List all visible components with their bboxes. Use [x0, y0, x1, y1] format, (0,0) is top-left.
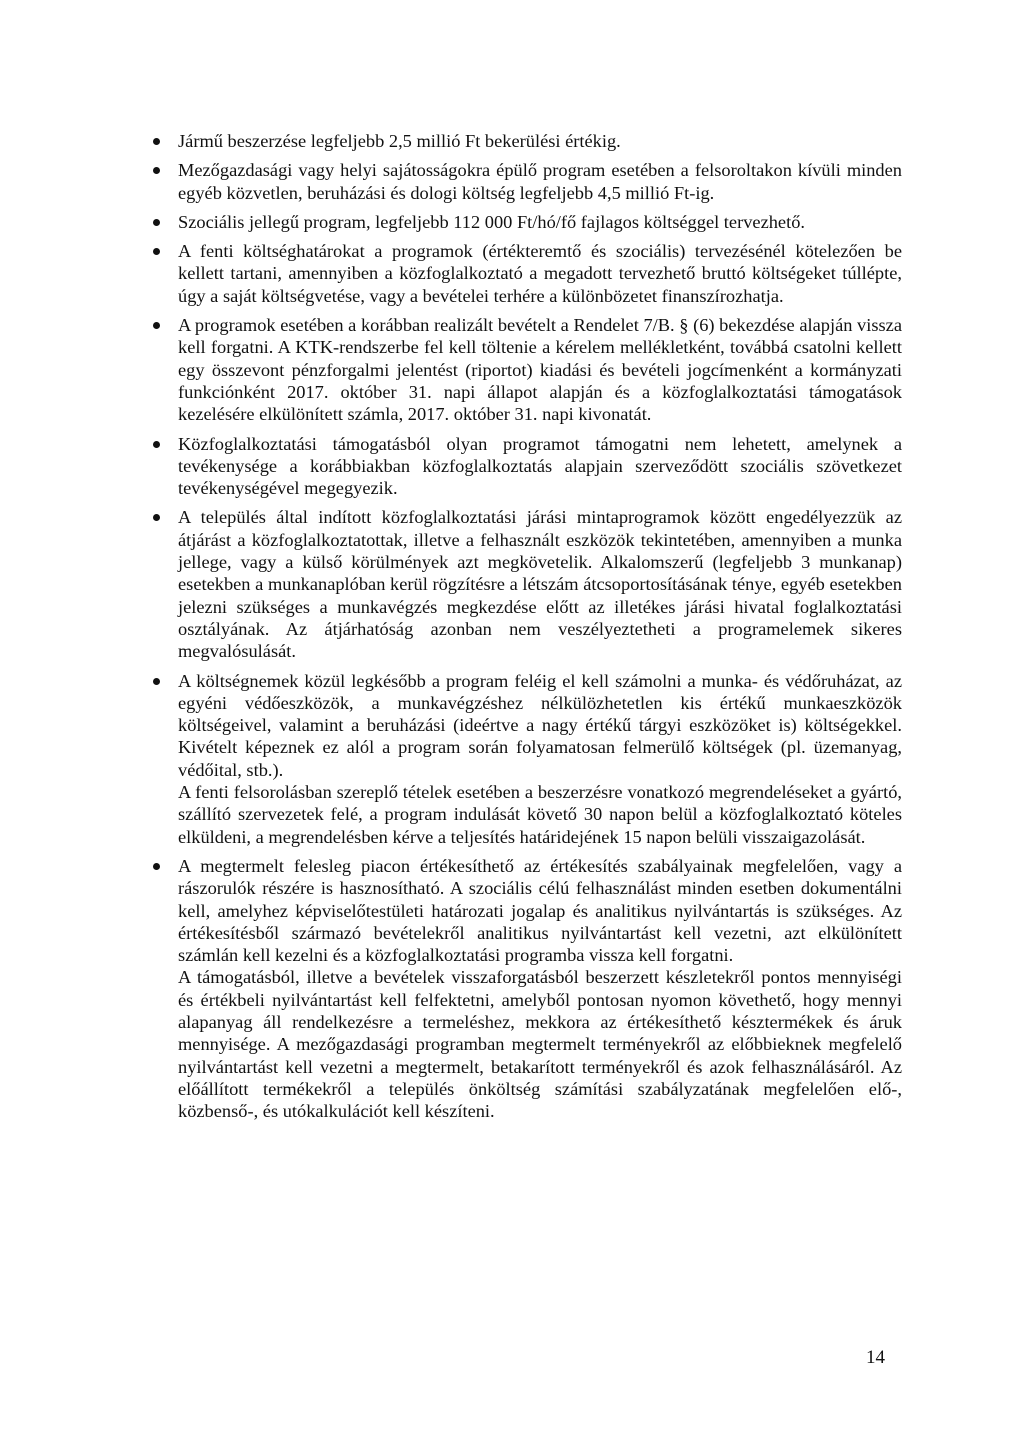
bullet-dot-icon [153, 219, 160, 226]
bullet-item [150, 433, 902, 500]
bullet-paragraph: A fenti költséghatárokat a programok (értékteremtő és szociális) tervezésénél kötelezően be kellett tartani, amennyiben a közfoglalkoztató a megadott tervezhető bruttó költségeket túllépte, úgy a saját költségvetése, vagy a bevételei terhére a különbözetet finanszírozhatja. [178, 241, 902, 306]
bullet-paragraph: A település által indított közfoglalkoztatási járási mintaprogramok között engedélyezzük az átjárást a közfoglalkoztatottak, illetve a felhasznált eszközök tekintetében, amennyiben a munka jellege, vagy a külső körülmények azt megkövetelik. Alkalomszerű (legfeljebb 3 munkanap) esetekben a munkanaplóban kerül rögzítésre a létszám átcsoportosításának ténye, egyéb esetekben jelezni szükséges a munkavégzés megkezdése előtt az illetékes járási hivatal foglalkoztatási osztályának. Az átjárhatóság azonban nem veszélyeztetheti a programelemek sikeres megvalósulását. [178, 507, 902, 662]
bullet-paragraph: A programok esetében a korábban realizált bevételt a Rendelet 7/B. § (6) bekezdése alapján vissza kell forgatni. A KTK-rendszerbe fel kell töltenie a kérelem mellékletként, továbbá csatolni kellett egy összevont pénzforgalmi jelentést (riportot) kiadási és bevételi jogcímenként a kormányzati funkciónként 2017. október 31. napi állapot alapján és a közfoglalkoztatási támogatások kezelésére elkülönített számla, 2017. október 31. napi kivonatát. [178, 315, 902, 425]
bullet-item [150, 506, 902, 662]
bullet-paragraph: Szociális jellegű program, legfeljebb 112 000 Ft/hó/fő fajlagos költséggel tervezhető. [178, 211, 805, 232]
bullet-paragraph: Jármű beszerzése legfeljebb 2,5 millió Ft bekerülési értékig. [178, 131, 621, 151]
bullet-item [150, 211, 902, 233]
document-body [150, 130, 902, 1129]
bullet-item [150, 670, 902, 848]
bullet-dot-icon [153, 248, 160, 255]
bullet-dot-icon [153, 167, 160, 174]
bullet-paragraph: Közfoglalkoztatási támogatásból olyan programot támogatni nem lehetett, amelynek a tevékenysége a korábbiakban közfoglalkoztatás alapjain szerveződött szociális szövetkezet tevékenységével megegyezik. [178, 433, 902, 499]
bullet-item [150, 240, 902, 307]
page-number: 14 [866, 1347, 885, 1368]
bullet-dot-icon [153, 441, 160, 448]
bullet-dot-icon [153, 678, 160, 685]
bullet-paragraph: Mezőgazdasági vagy helyi sajátosságokra épülő program esetében a felsoroltakon kívüli minden egyéb közvetlen, beruházási és dologi költség legfeljebb 4,5 millió Ft-ig. [178, 160, 902, 203]
bullet-paragraph: A fenti felsorolásban szereplő tételek esetében a beszerzésre vonatkozó megrendeléseket a gyártó, szállító szervezetek felé, a program indulását követő 30 napon belül a közfoglalkoztató köteles elküldeni, a megrendelésben kérve a teljesítés határidejének 15 napon belüli visszaigazolását. [178, 782, 902, 847]
bullet-paragraph: A támogatásból, illetve a bevételek visszaforgatásból beszerzett készletekről pontos mennyiségi és értékbeli nyilvántartást kell felfektetni, amelyből pontosan nyomon követhető, hogy mennyi alapanyag áll rendelkezésre a termeléshez, mekkora az értékesíthető késztermékek és áruk mennyisége. A mezőgazdasági programban megtermelt terményekről az előbbieknek megfelelő nyilvántartást kell vezetni a megtermelt, betakarított terményekről és azok felhasználásáról. Az előállított termékekről a település önköltség számítási szabályzatának megfelelően elő-, közbenső-, és utókalkulációt kell készíteni. [178, 967, 902, 1122]
bullet-paragraph: A megtermelt felesleg piacon értékesíthető az értékesítés szabályainak megfelelően, vagy a rászorulók részére is hasznosítható. A szociális célú felhasználást minden esetben dokumentálni kell, amelyhez képviselőtestületi határozati jogalap és analitikus nyilvántartás is szükséges. Az értékesítésből származó bevételekről analitikus nyilvántartást kell vezetni, azt elkülönített számlán kell kezelni és a közfoglalkoztatási programba vissza kell forgatni. [178, 855, 902, 966]
bullet-list [150, 130, 902, 1122]
bullet-item [150, 855, 902, 1123]
bullet-paragraph: A költségnemek közül legkésőbb a program feléig el kell számolni a munka- és védőruházat, az egyéni védőeszközök, a munkavégzéshez nélkülözhetetlen kis értékű munkaeszközök költségeivel, valamint a beruházási (ideértve a nagy értékű tárgyi eszközöket is) költségekkel. Kivételt képeznek ez alól a program során folyamatosan felmerülő költségek (pl. üzemanyag, védőital, stb.). [178, 670, 902, 780]
bullet-item [150, 159, 902, 204]
bullet-item [150, 314, 902, 425]
bullet-dot-icon [153, 514, 160, 521]
bullet-dot-icon [153, 322, 160, 329]
bullet-dot-icon [153, 138, 160, 145]
bullet-item [150, 130, 902, 152]
bullet-dot-icon [153, 863, 160, 870]
